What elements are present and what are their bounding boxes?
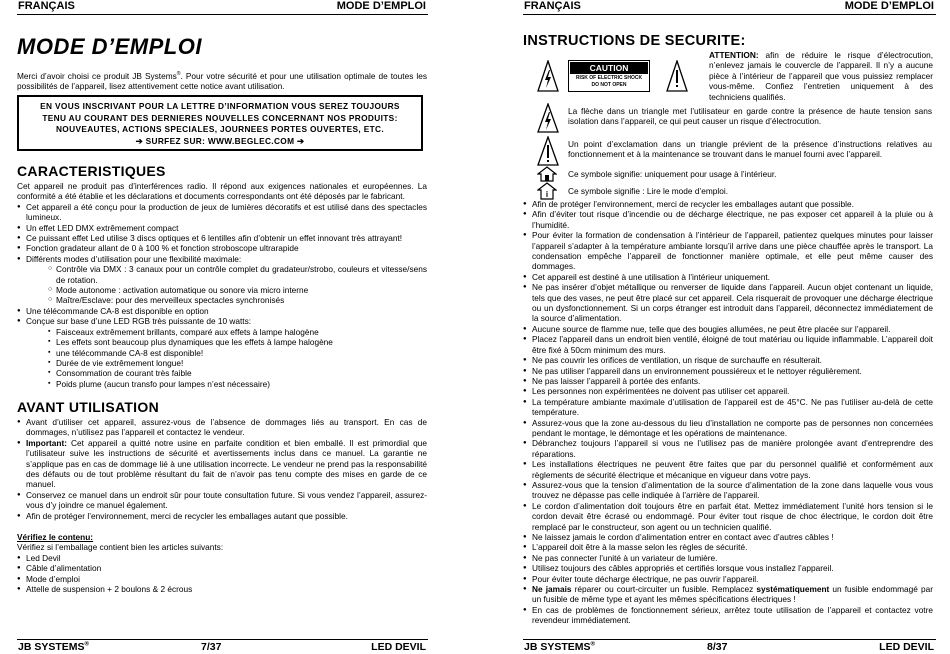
list-item: ● Ce puissant effet Led utilise 3 discs optiques et 6 lentilles afin d’obtenir un effet innovant très attrayant!	[17, 233, 427, 243]
list-item: ○ Contrôle via DMX : 3 canaux pour un contrôle complet du gradateur/strobo, couleurs et vitesse/sens de rotation.	[48, 264, 427, 285]
exclamation-triangle-icon	[537, 136, 559, 166]
list-item: ● Cet appareil a été conçu pour la production de jeux de lumières décoratifs et est utilisé dans des spectacles lumineux.	[17, 202, 427, 223]
symbol-arrow-text: La flèche dans un triangle met l’utilisateur en garde contre la présence de haute tension sans isolation dans l’appareil, ce qui peut causer un risque d’électrocution.	[568, 106, 932, 127]
list-item: ○ Mode autonome : activation automatique ou sonore via micro interne	[48, 285, 427, 295]
list-item: ● Ne jamais réparer ou court-circuiter un fusible. Remplacez systématiquement un fusible endommagé par un fusible de même type et ayant les mêmes spécifications électriques !	[523, 584, 933, 605]
list-item: ● Ne laissez jamais le cordon d’alimentation entrer en contact avec d’autres câbles !	[523, 532, 933, 542]
section-title-avant-utilisation: AVANT UTILISATION	[17, 399, 159, 415]
newsletter-line-3: NOUVEAUTES, ACTIONS SPECIALES, JOURNEES PORTES OUVERTES, ETC.	[55, 124, 385, 135]
exclamation-triangle-icon	[666, 60, 688, 92]
list-item: ● Important: Cet appareil a quitté notre usine en parfaite condition et bien emballé. Il est primordial que l’utilisateur suive les instructions de sécurité et avertissements inclus dans ce manuel. La garantie ne s’applique pas en cas de dommage lié à une utilisation incorrecte. Le vendeur ne prend pas la responsabilité des défauts ou de tout problème résultant du fait de n’avoir pas tenu compte des mises en garde de ce manuel.	[17, 438, 427, 490]
list-item: ● Aucune source de flamme nue, telle que des bougies allumées, ne peut être placée sur l’appareil.	[523, 324, 933, 334]
list-item: ● Assurez-vous que la tension d’alimentation de la source d’alimentation de la zone dans laquelle vous vous trouvez ne dépasse pas celle indiquée à l’arrière de l’appareil.	[523, 480, 933, 501]
indoor-use-icon	[537, 166, 557, 182]
page-title: INSTRUCTIONS DE SECURITE:	[523, 33, 746, 49]
page-header	[523, 0, 936, 15]
list-item: ● Ne pas insérer d’objet métallique ou renverser de liquide dans l’appareil. Aucun objet contenant un liquide, tels que des vases, ne peut être placé sur cet appareil. Cela risquerait de provoquer une décharge électrique ou un dysfonctionnement. Si un corps étranger est introduit dans l’appareil, déconnectez immédiatement de la source d’alimentation.	[523, 282, 933, 324]
intro-paragraph: Merci d’avoir choisi ce produit JB Systems®. Pour votre sécurité et pour une utilisation optimale de toutes les possibilités de l’appareil, lisez attentivement cette notice avant utilisation.	[17, 70, 427, 92]
list-item: ▪ Consommation de courant très faible	[48, 368, 427, 378]
section-title-caracteristiques: CARACTERISTIQUES	[17, 163, 166, 179]
page-title: MODE D’EMPLOI	[17, 34, 202, 59]
list-item: ● Pour éviter toute décharge électrique, ne pas ouvrir l’appareil.	[523, 574, 933, 584]
symbol-indoor-text: Ce symbole signifie: uniquement pour usage à l’intérieur.	[568, 169, 777, 179]
list-item: ● Ne pas utiliser l’appareil dans un environnement poussiéreux et le nettoyer régulièrement.	[523, 366, 933, 376]
verif-intro: Vérifiez si l’emballage contient bien les articles suivants:	[17, 542, 224, 553]
list-item: ● Mode d’emploi	[17, 574, 427, 584]
list-item: ● Avant d’utiliser cet appareil, assurez-vous de l’absence de dommages liés au transport. En cas de dommages, n’utilisez pas l’appareil et contactez le vendeur.	[17, 417, 427, 438]
list-item: ● Conçue sur base d’une LED RGB très puissante de 10 watts: ▪ Faisceaux extrêmement brillants, comparé aux effets à lampe halogène ▪ Les effets sont beaucoup plus dynamiques que les effets à lampe halogène ▪ une télécommande CA-8 est disponible! ▪ Durée de vie extrêmement longue! ▪ Consommation de courant très faible ▪ Poids plume (aucun transfo pour lampes n’est nécessaire)	[17, 316, 427, 389]
list-item: ● Led Devil	[17, 553, 427, 563]
list-item: ● Une télécommande CA-8 est disponible en option	[17, 306, 427, 316]
list-item: ● Câble d’alimentation	[17, 563, 427, 573]
list-item: ● Afin de protéger l’environnement, merci de recycler les emballages autant que possible.	[523, 199, 933, 209]
list-item: ● Conservez ce manuel dans un endroit sûr pour toute consultation future. Si vous vendez l’appareil, assurez-vous d’y joindre ce manuel également.	[17, 490, 427, 511]
list-item: ● Les installations électriques ne peuvent être faites que par du personnel qualifié et conformément aux règlements de sécurité électrique et mécanique en vigueur dans votre pays.	[523, 459, 933, 480]
list-item: ● Les personnes non expérimentées ne doivent pas utiliser cet appareil.	[523, 386, 933, 396]
left-page	[17, 0, 428, 654]
list-item: ● Un effet LED DMX extrêmement compact	[17, 223, 427, 233]
newsletter-box	[17, 95, 423, 151]
list-item: ● Ne pas laisser l’appareil à portée des enfants.	[523, 376, 933, 386]
list-item: ● Afin de protéger l’environnement, merci de recycler les emballages autant que possible.	[17, 511, 427, 521]
newsletter-link[interactable]: ➔ SURFEZ SUR: WWW.BEGLEC.COM ➔	[135, 135, 305, 146]
list-item: ● Cet appareil est destiné à une utilisation à l’intérieur uniquement.	[523, 272, 933, 282]
footer-brand: JB SYSTEMS®	[18, 641, 89, 653]
right-page	[523, 0, 936, 654]
newsletter-line-2: TENU AU COURANT DES DERNIERES NOUVELLES CONCERNANT NOS PRODUITS:	[42, 112, 398, 123]
header-doc-title: MODE D’EMPLOI	[844, 0, 934, 12]
header-language: FRANÇAIS	[18, 0, 75, 12]
footer-product: LED DEVIL	[371, 641, 426, 653]
symbol-manual-text: Ce symbole signifie : Lire le mode d’emploi.	[568, 186, 729, 196]
list-item: ● La température ambiante maximale d’utilisation de l’appareil est de 45°C. Ne pas l’utiliser au-delà de cette température.	[523, 397, 933, 418]
caution-label: CAUTION RISK OF ELECTRIC SHOCK DO NOT OPEN	[568, 60, 650, 92]
list-item: ● Utilisez toujours des câbles appropriés et certifiés lorsque vous installez l’appareil.	[523, 563, 933, 573]
footer-brand: JB SYSTEMS®	[524, 641, 595, 653]
list-item: ○ Maître/Esclave: pour des merveilleux spectacles synchronisés	[48, 295, 427, 305]
verif-list	[17, 553, 427, 595]
footer-page-number: 8/37	[707, 641, 728, 653]
list-item: ● Afin d’éviter tout risque d’incendie ou de décharge électrique, ne pas exposer cet appareil à la pluie ou à l’humidité.	[523, 209, 933, 230]
list-item: ● Fonction gradateur allant de 0 à 100 % et fonction stroboscope ultrarapide	[17, 243, 427, 253]
header-language: FRANÇAIS	[524, 0, 581, 12]
list-item: ● Placez l’appareil dans un endroit bien ventilé, éloigné de tout matériau ou liquide inflammable. L’appareil doit être fixé à 50cm minimum des murs.	[523, 334, 933, 355]
symbol-exclamation-text: Un point d’exclamation dans un triangle prévient de la présence d’instructions relatives au fonctionnement et à la maintenance se trouvant dans le manuel fourni avec l’appareil.	[568, 139, 932, 160]
avant-list	[17, 417, 427, 521]
list-item: ● Ne pas connecter l’unité à un variateur de lumière.	[523, 553, 933, 563]
list-item: ● Le cordon d’alimentation doit toujours être en parfait état. Mettez immédiatement l’unité hors tension si le cordon devait être écrasé ou endommagé. Pour éviter tout risque de choc électrique, le cordon doit être remplacé par le constructeur, son agent ou un technicien qualifié.	[523, 501, 933, 532]
list-item: ▪ une télécommande CA-8 est disponible!	[48, 348, 427, 358]
attention-paragraph: ATTENTION: afin de réduire le risque d’électrocution, n’enlevez jamais le couvercle de l’appareil. Il n’y a aucune pièce à l’intérieur de l’appareil que vous puissiez remplacer vous-même. Confiez l’entretien uniquement à des techniciens qualifiés.	[709, 50, 933, 102]
list-item: ▪ Les effets sont beaucoup plus dynamiques que les effets à lampe halogène	[48, 337, 427, 347]
list-item: ▪ Faisceaux extrêmement brillants, comparé aux effets à lampe halogène	[48, 327, 427, 337]
list-item: ● Ne pas couvrir les orifices de ventilation, un risque de surchauffe en résulterait.	[523, 355, 933, 365]
list-item: ● Différents modes d’utilisation pour une flexibilité maximale: ○ Contrôle via DMX : 3 canaux pour un contrôle complet du gradateur/strobo, couleurs et vitesse/sens de rotation. ○ Mode autonome : activation automatique ou sonore via micro interne ○ Maître/Esclave: pour des merveilleux spectacles synchronisés	[17, 254, 427, 306]
high-voltage-triangle-icon	[537, 60, 559, 92]
list-item: ● En cas de problèmes de fonctionnement sérieux, arrêtez toute utilisation de l’appareil et contactez votre revendeur immédiatement.	[523, 605, 933, 626]
read-manual-icon	[537, 182, 557, 200]
newsletter-line-1: EN VOUS INSCRIVANT POUR LA LETTRE D’INFORMATION VOUS SEREZ TOUJOURS	[40, 101, 400, 111]
footer-page-number: 7/37	[201, 641, 222, 653]
charac-list	[17, 202, 427, 389]
page-header	[17, 0, 428, 15]
led-features-list	[26, 327, 427, 389]
modes-list	[26, 264, 427, 306]
header-doc-title: MODE D’EMPLOI	[336, 0, 426, 12]
list-item: ● Débranchez toujours l’appareil si vous ne l’utilisez pas de manière prolongée avant d’entreprendre des réparations.	[523, 438, 933, 459]
list-item: ▪ Durée de vie extrêmement longue!	[48, 358, 427, 368]
charac-intro: Cet appareil ne produit pas d’interférences radio. Il répond aux exigences nationales et européennes. La conformité a été établie et les déclarations et documents correspondants ont été déposés par le fabricant.	[17, 181, 427, 202]
verif-title: Vérifiez le contenu:	[17, 532, 94, 543]
safety-list	[523, 199, 933, 626]
footer-product: LED DEVIL	[879, 641, 934, 653]
page-footer	[17, 639, 428, 654]
list-item: ● Pour éviter la formation de condensation à l’intérieur de l’appareil, patientez quelques minutes pour laisser l’appareil s’adapter à la température ambiante lorsqu’il arrive dans une pièce chauffée après le transport. La condensation empêche l’appareil de fonctionner manière optimale, et elle peut même causer des dommages.	[523, 230, 933, 272]
list-item: ▪ Poids plume (aucun transfo pour lampes n’est nécessaire)	[48, 379, 427, 389]
list-item: ● Assurez-vous que la zone au-dessous du lieu d’installation ne comporte pas de personnes non concernées pendant le montage, le démontage et les opérations de maintenance.	[523, 418, 933, 439]
list-item: ● L’appareil doit être à la masse selon les règles de sécurité.	[523, 542, 933, 552]
page-footer	[523, 639, 936, 654]
high-voltage-triangle-icon	[537, 103, 559, 133]
svg-text:i: i	[545, 190, 549, 199]
list-item: ● Attelle de suspension + 2 boulons & 2 écrous	[17, 584, 427, 594]
